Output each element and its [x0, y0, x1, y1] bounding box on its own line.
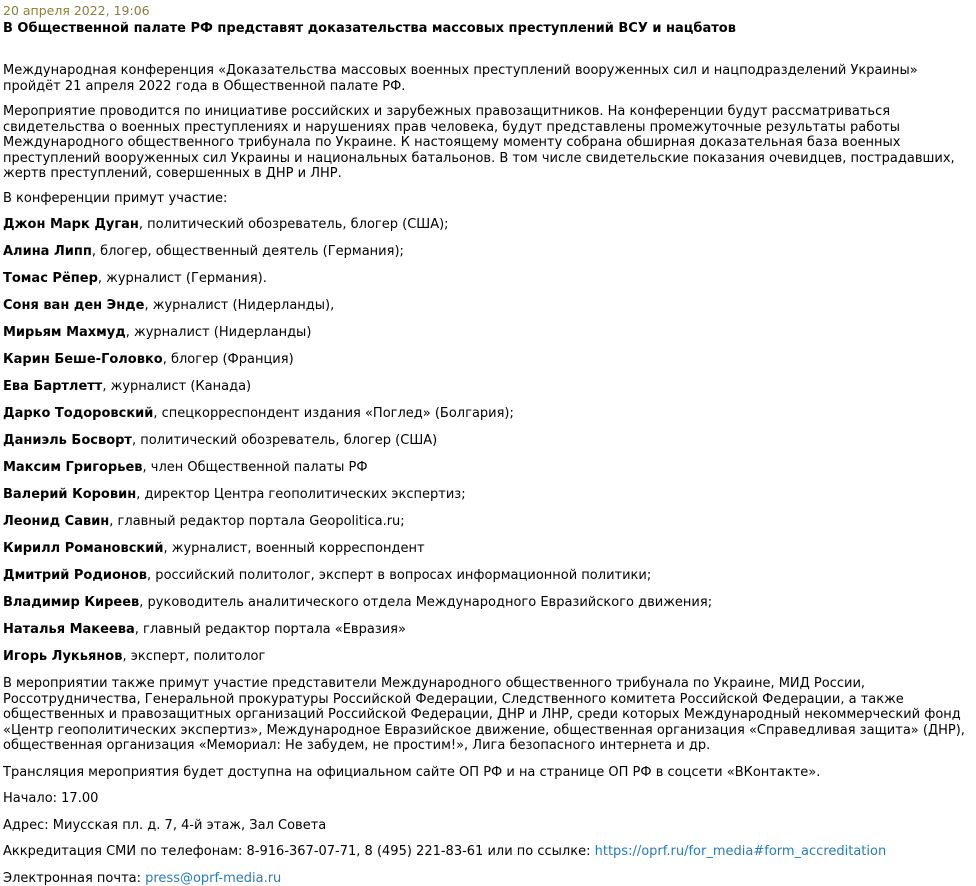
email-link[interactable]: press@oprf-media.ru: [145, 871, 281, 886]
speaker-item: [3, 460, 972, 476]
speaker-desc: , спецкорреспондент издания «Поглед» (Болгария);: [153, 406, 514, 421]
speaker-item: [3, 433, 972, 449]
publish-date: 20 апреля 2022, 19:06: [3, 3, 972, 19]
start-time: Начало: 17.00: [3, 791, 972, 807]
outro-paragraph-1: В мероприятии также примут участие представители Международного общественного трибунала по Украине, МИД России, Россотрудничества, Генеральной прокуратуры Российской Федерации, Следственного комитета Российской Федерации, а также общественных и правозащитных организаций Российской Федерации, ДНР и ЛНР, среди которых Международный некоммерческий фонд «Центр геополитических экспертиз», Международное Евразийское движение, общественная организация «Справедливая защита» (ДНР), общественная организация «Мемориал: Не забудем, не простим!», Лига безопасного интернета и др.: [3, 676, 972, 754]
speaker-item: [3, 244, 972, 260]
participants-heading: В конференции примут участие:: [3, 191, 972, 207]
speakers-list: [3, 217, 972, 665]
speaker-name: Дарко Тодоровский: [3, 406, 153, 421]
speaker-name: Даниэль Босворт: [3, 433, 132, 448]
accreditation-label: Аккредитация СМИ по телефонам: 8-916-367-07-71, 8 (495) 221-83-61 или по ссылке:: [3, 844, 595, 859]
speaker-item: [3, 217, 972, 233]
email-info: [3, 871, 972, 886]
speaker-item: [3, 568, 972, 584]
article-title: В Общественной палате РФ представят доказательства массовых преступлений ВСУ и нацбатов: [3, 20, 972, 37]
intro-paragraph-2: Мероприятие проводится по инициативе российских и зарубежных правозащитников. На конференции будут рассматриваться свидетельства о военных преступлениях и нарушениях прав человека, будут представлены промежуточные результаты работы Международного общественного трибунала по Украине. К настоящему моменту собрана обширная доказательная база военных преступлений вооруженных сил Украины и национальных батальонов. В том числе свидетельские показания очевидцев, пострадавших, жертв преступлений, совершенных в ДНР и ЛНР.: [3, 104, 972, 182]
speaker-item: [3, 622, 972, 638]
speaker-name: Валерий Коровин: [3, 487, 136, 502]
speaker-item: [3, 298, 972, 314]
broadcast-info: Трансляция мероприятия будет доступна на официальном сайте ОП РФ и на странице ОП РФ в соцсети «ВКонтакте».: [3, 765, 972, 781]
accreditation-info: [3, 844, 972, 860]
speaker-name: Соня ван ден Энде: [3, 298, 145, 313]
speaker-item: [3, 271, 972, 287]
speaker-name: Томас Рёпер: [3, 271, 98, 286]
speaker-desc: , блогер, общественный деятель (Германия);: [92, 244, 404, 259]
speaker-name: Владимир Киреев: [3, 595, 139, 610]
speaker-desc: , эксперт, политолог: [122, 649, 265, 664]
speaker-desc: , журналист (Нидерланды): [126, 325, 312, 340]
speaker-desc: , журналист (Германия).: [98, 271, 267, 286]
speaker-item: [3, 649, 972, 665]
speaker-desc: , блогер (Франция): [163, 352, 294, 367]
speaker-desc: , главный редактор портала «Евразия»: [135, 622, 406, 637]
speaker-item: [3, 325, 972, 341]
speaker-name: Кирилл Романовский: [3, 541, 163, 556]
speaker-name: Карин Беше-Головко: [3, 352, 163, 367]
speaker-name: Максим Григорьев: [3, 460, 143, 475]
address: Адрес: Миусская пл. д. 7, 4-й этаж, Зал Совета: [3, 818, 972, 834]
speaker-desc: , журналист, военный корреспондент: [163, 541, 424, 556]
speaker-desc: , журналист (Канада): [102, 379, 251, 394]
speaker-item: [3, 595, 972, 611]
speaker-name: Игорь Лукьянов: [3, 649, 122, 664]
speaker-desc: , главный редактор портала Geopolitica.ru;: [109, 514, 404, 529]
speaker-name: Ева Бартлетт: [3, 379, 102, 394]
speaker-desc: , политический обозреватель, блогер (США);: [139, 217, 449, 232]
speaker-item: [3, 514, 972, 530]
email-label: Электронная почта:: [3, 871, 145, 886]
speaker-desc: , директор Центра геополитических экспертиз;: [136, 487, 465, 502]
speaker-name: Наталья Макеева: [3, 622, 135, 637]
speaker-item: [3, 352, 972, 368]
intro-paragraph-1: Международная конференция «Доказательства массовых военных преступлений вооруженных сил и нацподразделений Украины» пройдёт 21 апреля 2022 года в Общественной палате РФ.: [3, 63, 972, 94]
speaker-item: [3, 541, 972, 557]
speaker-item: [3, 406, 972, 422]
speaker-desc: , политический обозреватель, блогер (США): [132, 433, 437, 448]
speaker-name: Леонид Савин: [3, 514, 109, 529]
speaker-item: [3, 379, 972, 395]
speaker-desc: , журналист (Нидерланды),: [145, 298, 335, 313]
speaker-name: Дмитрий Родионов: [3, 568, 147, 583]
speaker-desc: , член Общественной палаты РФ: [143, 460, 368, 475]
speaker-name: Джон Марк Дуган: [3, 217, 139, 232]
speaker-desc: , российский политолог, эксперт в вопросах информационной политики;: [147, 568, 651, 583]
accreditation-link[interactable]: https://oprf.ru/for_media#form_accreditation: [595, 844, 887, 859]
speaker-item: [3, 487, 972, 503]
speaker-name: Алина Липп: [3, 244, 92, 259]
speaker-name: Мирьям Махмуд: [3, 325, 126, 340]
speaker-desc: , руководитель аналитического отдела Международного Евразийского движения;: [139, 595, 712, 610]
